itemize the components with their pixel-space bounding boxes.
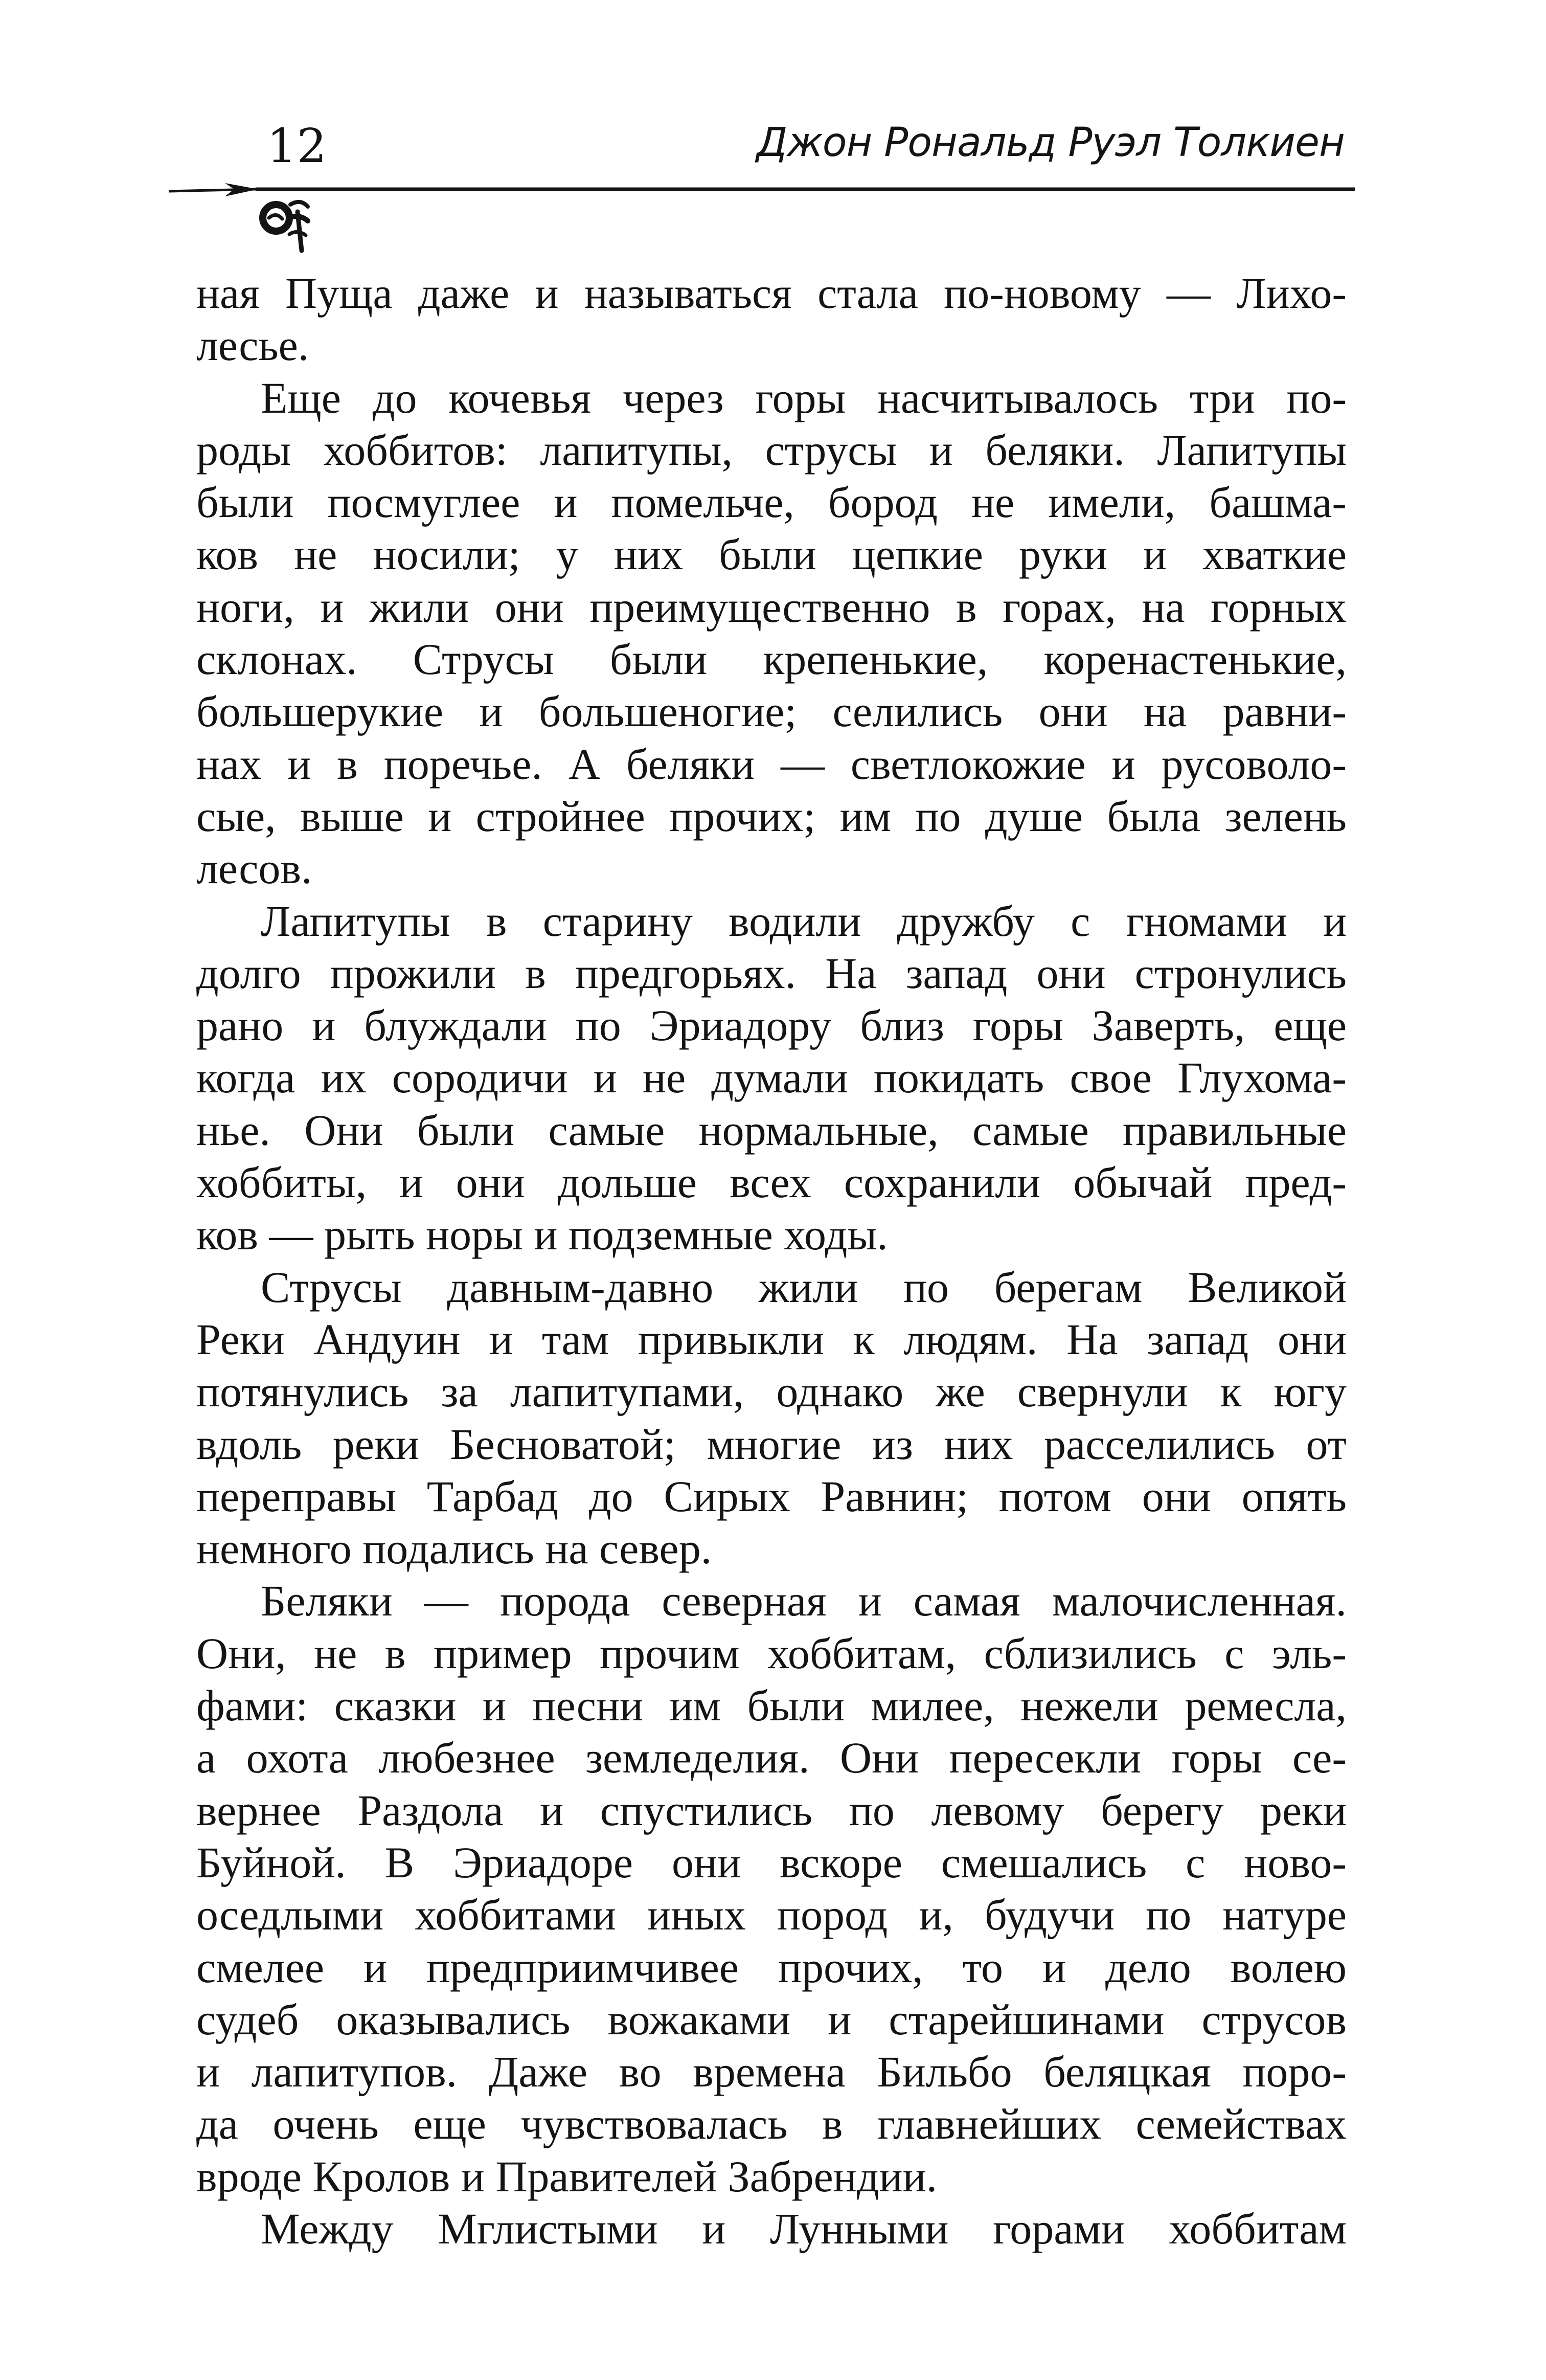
- page-number: 12: [267, 119, 327, 173]
- body-text: [196, 267, 1347, 2255]
- text-line: когда их сородичи и не думали покидать свое Глухома-: [196, 1053, 1347, 1103]
- text-line: вроде Кролов и Правителей Забрендии.: [196, 2151, 938, 2201]
- text-line: были посмуглее и помельче, бород не имели, башма-: [196, 478, 1347, 527]
- text-line: нье. Они были самые нормальные, самые правильные: [196, 1105, 1347, 1155]
- text-line: Еще до кочевья через горы насчитывалось три по-: [261, 373, 1347, 422]
- text-line: смелее и предприимчивее прочих, то и дело волею: [196, 1942, 1347, 1992]
- text-line: Буйной. В Эриадоре они вскоре смешались с ново-: [196, 1837, 1347, 1887]
- text-line: да очень еще чувствовалась в главнейших семействах: [196, 2099, 1347, 2149]
- text-line: хоббиты, и они дольше всех сохранили обычай пред-: [196, 1158, 1347, 1207]
- text-line: Беляки — порода северная и самая малочисленная.: [261, 1576, 1347, 1626]
- text-line: Реки Андуин и там привыкли к людям. На запад они: [196, 1314, 1347, 1364]
- text-line: рано и блуждали по Эриадору близ горы Заверть, еще: [196, 1001, 1347, 1050]
- text-line: большерукие и большеногие; селились они на равни-: [196, 687, 1347, 736]
- running-title: Джон Рональд Руэл Толкиен: [756, 120, 1345, 166]
- text-line: судеб оказывались вожаками и старейшинами струсов: [196, 1994, 1347, 2044]
- text-line: ков не носили; у них были цепкие руки и хваткие: [196, 530, 1347, 579]
- text-line: Струсы давным-давно жили по берегам Великой: [261, 1262, 1347, 1312]
- ornamental-rule-icon: [169, 158, 1355, 255]
- text-line: Между Мглистыми и Лунными горами хоббитам: [261, 2204, 1347, 2253]
- text-line: сые, выше и стройнее прочих; им по душе была зелень: [196, 791, 1347, 841]
- text-line: ков — рыть норы и подземные ходы.: [196, 1210, 888, 1260]
- text-line: Лапитупы в старину водили дружбу с гномами и: [261, 896, 1347, 946]
- text-line: и лапитупов. Даже во времена Бильбо беляцкая поро-: [196, 2047, 1347, 2097]
- text-line: а охота любезнее земледелия. Они пересекли горы се-: [196, 1733, 1347, 1783]
- text-line: ная Пуща даже и называться стала по-новому — Лихо-: [196, 268, 1347, 318]
- text-line: лесье.: [196, 321, 309, 370]
- text-line: ноги, и жили они преимущественно в горах, на горных: [196, 582, 1347, 632]
- text-line: фами: сказки и песни им были милее, нежели ремесла,: [196, 1681, 1347, 1731]
- text-line: долго прожили в предгорьях. На запад они стронулись: [196, 948, 1347, 998]
- text-line: вдоль реки Бесноватой; многие из них расселились от: [196, 1419, 1347, 1469]
- text-line: нах и в поречье. А беляки — светлокожие и русоволо-: [196, 739, 1347, 789]
- text-line: роды хоббитов: лапитупы, струсы и беляки. Лапитупы: [196, 425, 1347, 475]
- text-line: потянулись за лапитупами, однако же свернули к югу: [196, 1367, 1347, 1417]
- text-line: лесов.: [196, 844, 312, 893]
- text-line: склонах. Струсы были крепенькие, коренастенькие,: [196, 635, 1347, 684]
- text-line: Они, не в пример прочим хоббитам, сблизились с эль-: [196, 1628, 1347, 1678]
- text-line: оседлыми хоббитами иных пород и, будучи по натуре: [196, 1890, 1347, 1940]
- text-line: вернее Раздола и спустились по левому берегу реки: [196, 1785, 1347, 1835]
- text-line: переправы Тарбад до Сирых Равнин; потом они опять: [196, 1471, 1347, 1521]
- text-line: немного подались на север.: [196, 1524, 712, 1574]
